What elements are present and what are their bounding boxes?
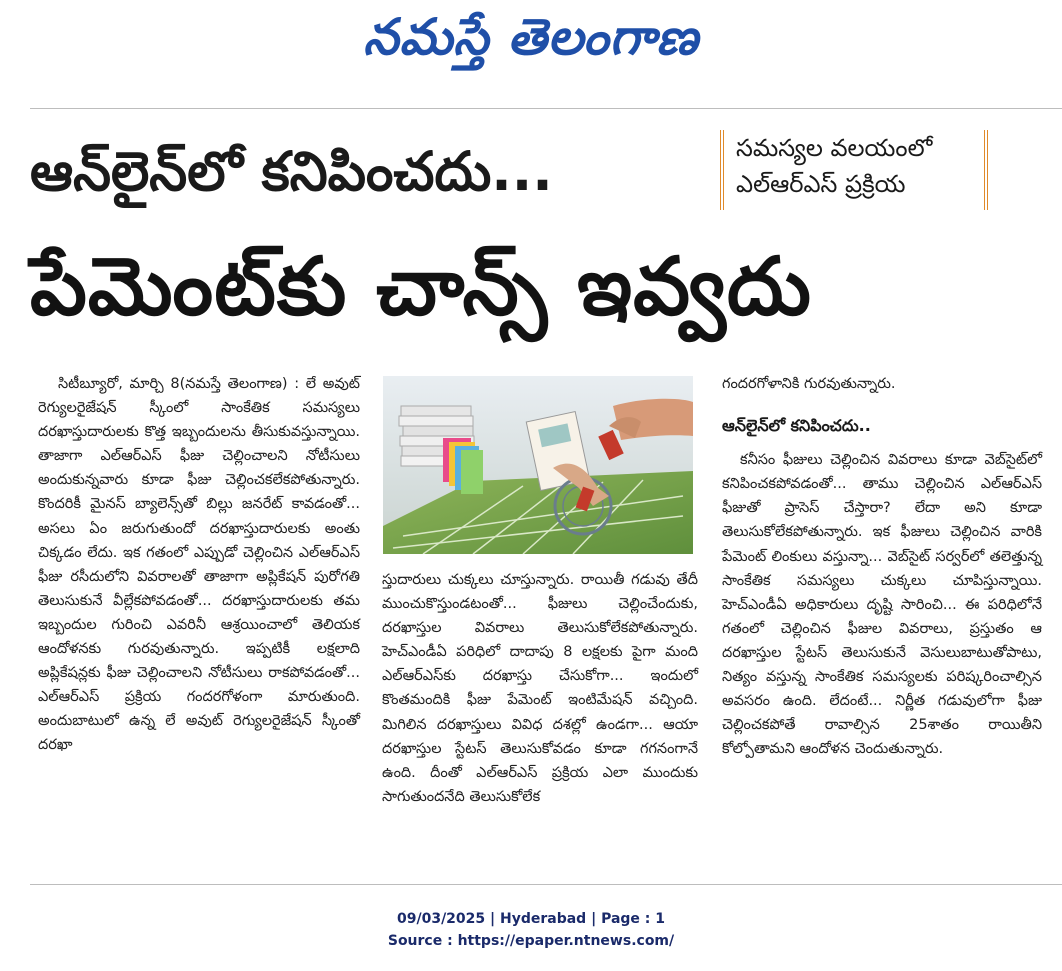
kicker-headline: ఆన్‌లైన్‌లో కనిపించదు...	[30, 140, 553, 203]
column-1-text: సిటీబ్యూరో, మార్చి 8(నమస్తే తెలంగాణ) : లే అవుట్ రెగ్యులరైజేషన్ స్కీంలో సాంకేతిక సమస్యలు దరఖాస్తుదారులకు కొత్త ఇబ్బందులను తీసుకువస్తున్నాయి. తాజాగా ఎల్‌ఆర్‌ఎస్ ఫీజు చెల్లించాలని నోటీసులు అందుకున్నవారు కూడా ఫీజు చెల్లించకలేకపోతున్నారు. కొందరికీ మైనస్ బ్యాలెన్స్‌తో బిల్లు జనరేట్ కావడంతో... అసలు ఏం జరుగుతుందో దరఖాస్తుదారులకు అంతు చిక్కడం లేదు. ఇక గతంలో ఎప్పుడో చెల్లించిన ఎల్‌ఆర్‌ఎస్ ఫీజు రసీదులోని వివరాలతో తాజాగా అప్లికేషన్ పురోగతి తెలుసుకునే వీల్లేకపోవడంతో... దరఖాస్తుదారులకు తమ ఇబ్బందుల గురించి ఎవరినీ ఆశ్రయించాలో తెలియక ఆందోళనకు గురవుతున్నారు. ఇప్పటికీ లక్షలాది అప్లికేషన్లకు ఫీజు చెల్లించాలని నోటీసులు రాకపోవడంతో... ఎల్‌ఆర్‌ఎస్ ప్రక్రియ గందరగోళంగా మారుతుంది. అందుబాటులో ఉన్న లే అవుట్ రెగ్యులరైజేషన్ స్కీంతో దరఖా	[38, 376, 360, 754]
article-column-1	[38, 372, 360, 758]
article-column-3	[722, 372, 1042, 761]
article-photo	[383, 376, 693, 554]
column-3-text: కనీసం ఫీజులు చెల్లించిన వివరాలు కూడా వెబ్‌సైట్‌లో కనిపించకపోవడంతో... తాము చెల్లించిన ఎల్‌ఆర్‌ఎస్ ఫీజుతో ప్రాసెస్ చేస్తారా? లేదా అని కూడా తెలుసుకోలేకపోతున్నారు. ఇక ఫీజులు చెల్లించిన వారికి పేమెంట్ లింకులు వస్తున్నా... వెబ్‌సైట్ సర్వర్‌లో తలెత్తున్న సాంకేతిక సమస్యలు చుక్కలు చూపిస్తున్నాయి. హెచ్‌ఎండీఏ అధికారులు దృష్టి సారించి... ఈ పరిధిలోనే గతంలో చెల్లించిన ఫీజుల వివరాలు, ప్రస్తుతం ఆ దరఖాస్తుల స్టేటస్ తెలుసుకునే వెసులుబాటుతోపాటు, నిత్యం వస్తున్న సాంకేతిక సమస్యలకు పరిష్కరించాల్సిన అవసరం ఉంది. లేదంటే... నిర్ణీత గడువులోగా ఫీజు చెల్లించకపోతే రావాల్సిన 25శాతం రాయితీని కోల్పోతామని ఆందోళన చెందుతున్నారు.	[722, 452, 1042, 758]
footer-date-line: 09/03/2025 | Hyderabad | Page : 1	[396, 911, 666, 927]
kicker-box	[720, 130, 988, 210]
masthead-logo: నమస్తే తెలంగాణ	[363, 8, 699, 66]
article-column-2	[382, 568, 698, 809]
column-3-lead: గందరగోళానికి గురవుతున్నారు.	[722, 376, 896, 392]
photo-illustration	[383, 376, 693, 554]
kicker-box-line1: సమస్యల వలయంలో	[736, 134, 933, 162]
footer-source-link[interactable]: Source : https://epaper.ntnews.com/	[387, 933, 675, 949]
column-2-text: స్తుదారులు చుక్కలు చూస్తున్నారు. రాయితీ గడువు తేదీ ముంచుకొస్తుండటంతో... ఫీజులు చెల్లించేందుకు, దరఖాస్తుల వివరాలు తెలుసుకోలేకపోతున్నారు. హెచ్‌ఎండీఏ పరిధిలో దాదాపు 8 లక్షలకు పైగా మంది ఎల్‌ఆర్‌ఎస్‌కు దరఖాస్తు చేసుకోగా... ఇందులో కొంతమందికి ఫీజు పేమెంట్ ఇంటిమేషన్ వచ్చింది. మిగిలిన దరఖాస్తులు వివిధ దశల్లో ఉండగా... ఆయా దరఖాస్తుల స్టేటస్ తెలుసుకోవడం కూడా గగనంగానే ఉంది. దీంతో ఎల్‌ఆర్‌ఎస్ ప్రక్రియ ఎలా ముందుకు సాగుతుందనేది తెలుసుకోలేక	[382, 572, 698, 805]
main-headline: పేమెంట్‌కు చాన్స్ ఇవ్వదు	[30, 240, 812, 333]
bottom-divider	[30, 884, 1062, 885]
column-3-subhead: ఆన్‌లైన్‌లో కనిపించదు..	[722, 416, 871, 436]
kicker-box-line2: ఎల్‌ఆర్‌ఎస్ ప్రక్రియ	[736, 170, 906, 198]
page-footer	[0, 908, 1062, 952]
top-divider	[30, 108, 1062, 109]
